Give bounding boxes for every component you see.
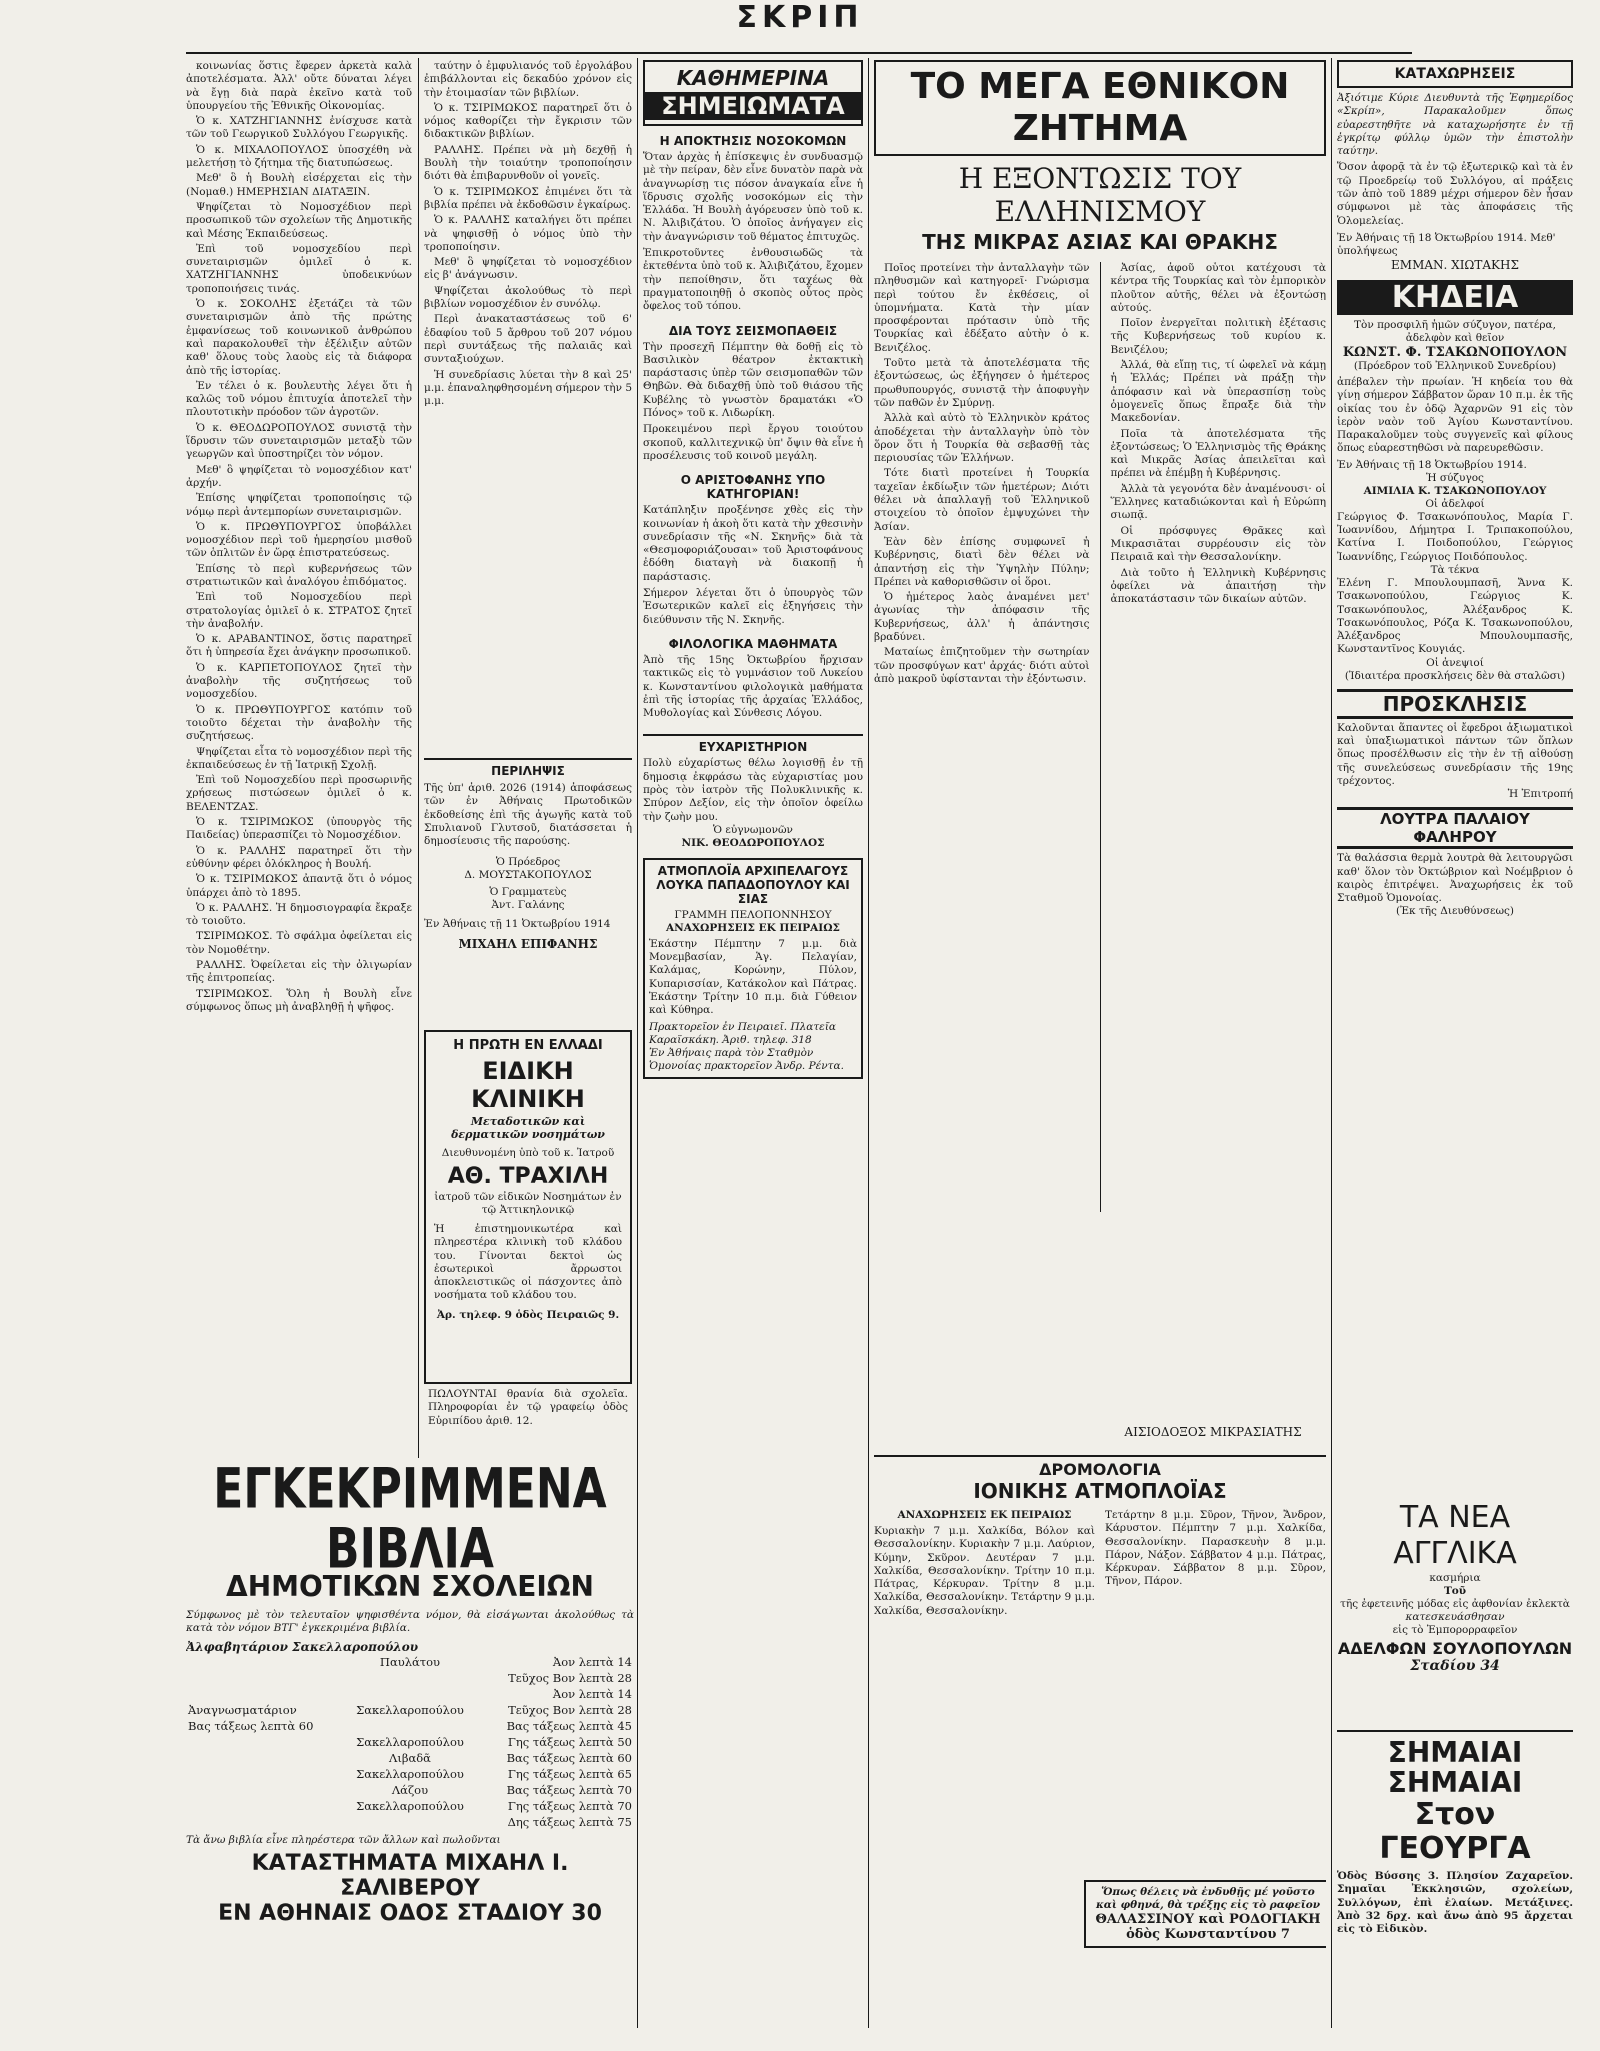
article-philology: Ἀπὸ τῆς 15ης Ὀκτωβρίου ἤρχισαν τακτικῶς εἰς τὸ γυμνάσιον τοῦ Λυκείου κ. Κωνσταντίνου φιλολογικὰ μαθήματα ἐπὶ τῆς ἱστορίας τῆς ἀρχαίας Ἑλλάδος, Μυθολογίας καὶ Σύνθεσις Λόγου. <box>643 653 863 720</box>
paragraph: Ἀλλὰ καὶ αὐτὸ τὸ Ἑλληνικὸν κράτος ἀποδέχεται τὴν ἀνταλλαγὴν ὑπὸ τὸν ὅρον ὅτι ἡ Τουρκία θὰ σεβασθῇ τὰς περιουσίας τῶν Ἑλλήνων. <box>874 412 1090 465</box>
ship-title-1: ΑΤΜΟΠΛΟΪΑ ΑΡΧΙΠΕΛΑΓΟΥΣ <box>657 863 849 878</box>
books-subtitle: ΔΗΜΟΤΙΚΩΝ ΣΧΟΛΕΙΩΝ <box>226 1570 594 1603</box>
funeral-wife: ΑΙΜΙΛΙΑ Κ. ΤΣΑΚΩΝΟΠΟΥΛΟΥ <box>1363 484 1547 497</box>
paragraph: Ἀλλά, θὰ εἴπῃ τις, τί ὠφελεῖ νὰ κάμῃ ἡ Ἑλλάς; Πρέπει νὰ πράξῃ τὴν ἀπόφασιν καὶ νὰ ὑπερασπίσῃ τοὺς ὁμογενεῖς ὅπως ἔπραξε διὰ τὴν Μακεδονίαν. <box>1110 359 1326 425</box>
books-cell-book <box>186 1814 342 1830</box>
funeral-name: ΚΩΝΣΤ. Φ. ΤΣΑΚΩΝΟΠΟΥΛΟΝ <box>1342 344 1568 360</box>
masthead: ΣΚΡΙΠ <box>736 0 864 35</box>
funeral-date: Ἐν Ἀθήναις τῇ 18 Ὀκτωβρίου 1914. <box>1337 458 1527 471</box>
notice-letter-name: ΕΜΜΑΝ. ΧΙΩΤΑΚΗΣ <box>1391 257 1519 272</box>
paragraph: Ψηφίζεται ἀκολούθως τὸ περὶ βιβλίων νομοσχέδιον ἐν συνόλῳ. <box>424 284 632 311</box>
baths-text: Τὰ θαλάσσια θερμὰ λουτρὰ θὰ λειτουργῶσι καθ' ὅλον τὸν Ὀκτώβριον καὶ Νοέμβριον ὁ καιρὸς ἐπιτρέψει. Ἀναχωρήσεις ἐκ τοῦ Σταθμοῦ Ὁμονοίας. <box>1337 852 1573 905</box>
paragraph: Μεθ' ὃ ψηφίζεται τὸ νομοσχέδιον εἰς β' ἀνάγνωσιν. <box>424 256 632 282</box>
approved-books-ad <box>186 1460 634 2030</box>
paragraph: Ποῖον ἐνεργεῖται πολιτικὴ ἐξέτασις τῆς Κυβερνήσεως τοῦ κυρίου κ. Βενιζέλου; <box>1110 317 1326 356</box>
books-cell-book <box>186 1734 342 1750</box>
books-cell-author: Σακελλαροπούλου <box>356 1702 464 1717</box>
flags-text: Ὁδὸς Βύσσης 3. Πλησίον Ζαχαρεῖον. Σημαῖαι Ἐκκλησιῶν, σχολείων, Συλλόγων, ἐπὶ ἐλαίων. Μετάξινες. Ἀπὸ 32 δρχ. καὶ ἄνω ἀπὸ 95 ἄρχεται εἰς τὸ Εἰδικὸν. <box>1337 1870 1573 1936</box>
books-cell-price: Γης τάξεως λεπτὰ 50 <box>507 1734 632 1749</box>
books-row <box>186 1814 634 1830</box>
ship-schedule: Ἑκάστην Πέμπτην 7 μ.μ. διὰ Μονεμβασίαν, Ἁγ. Πελαγίαν, Καλάμας, Κορώνην, Πύλον, Κυπαρισσίαν, Κατάκολον καὶ Πάτρας. Ἑκάστην Τρίτην 10 π.μ. διὰ Γύθειον καὶ Κύθηρα. <box>649 937 857 1017</box>
feature-rule <box>1100 262 1101 1212</box>
news-sub-1: κασμήρια <box>1429 1572 1481 1584</box>
news-address: Σταδίου 34 <box>1410 1658 1500 1674</box>
president-label: Ὁ Πρόεδρος <box>495 856 561 869</box>
books-cell-author: Παυλάτου <box>379 1654 441 1669</box>
funeral-siblings-label: Οἱ ἀδελφοί <box>1425 497 1485 510</box>
clinic-subtitle: Μεταδοτικῶν καὶ δερματικῶν νοσημάτων <box>451 1115 605 1141</box>
books-cell-price: Γης τάξεως λεπτὰ 70 <box>507 1798 632 1813</box>
column-rule <box>637 58 638 2028</box>
funeral-intro: Τὸν προσφιλῆ ἡμῶν σύζυγον, πατέρα, ἀδελφὸν καὶ θεῖον <box>1354 318 1556 344</box>
paragraph: Ἀλλὰ τὰ γεγονότα δὲν ἀναμένουσι· οἱ Ἕλληνες καταδιώκονται καὶ ἡ Εὐρώπη σιωπᾷ. <box>1110 482 1326 522</box>
section-rule <box>1337 1730 1573 1732</box>
notice-letter: Ἀξιότιμε Κύριε Διευθυντὰ τῆς Ἐφημερίδος «Σκρίπ», Παρακαλοῦμεν ὅπως εὐαρεστηθῆτε νὰ καταχωρήσητε ἐν τῇ ἐγκρίτῳ φύλλῳ ὑμῶν τὴν ἐπιστολὴν ταύτην. <box>1337 92 1573 158</box>
books-cell-author: Σακελλαροπούλου <box>356 1734 464 1749</box>
daily-notes-title-a: ΚΑΘΗΜΕΡΙΝΑ <box>676 66 830 90</box>
daily-notes-masthead <box>643 60 863 126</box>
paragraph: Ὁ κ. ΤΣΙΡΙΜΩΚΟΣ ἐπιμένει ὅτι τὰ βιβλία πρέπει νὰ ἐκδοθῶσιν ἐγκαίρως. <box>424 185 632 211</box>
books-cell-book <box>186 1670 342 1686</box>
ionian-shipping-ad <box>874 1460 1326 2025</box>
clinic-director-pre: Διευθυνομένη ὑπὸ τοῦ κ. Ἰατροῦ <box>441 1147 615 1159</box>
books-store-address: ΕΝ ΑΘΗΝΑΙΣ ΟΔΟΣ ΣΤΑΔΙΟΥ 30 <box>218 1900 602 1926</box>
thanks-sig-label: Ὁ εὐγνωμονῶν <box>713 823 793 836</box>
ionian-departures: ΑΝΑΧΩΡΗΣΕΙΣ ΕΚ ΠΕΙΡΑΙΩΣ <box>897 1509 1072 1521</box>
secretary-name: Ἀντ. Γαλάνης <box>491 899 565 912</box>
books-cell-book <box>186 1750 342 1766</box>
paragraph: Ὁ κ. ΡΑΛΛΗΣ. Ἡ δημοσιογραφία ἔκραξε τὸ τοιοῦτο. <box>186 901 412 928</box>
flags-title-3: Στον ΓΕΟΥΡΓΑ <box>1379 1797 1531 1866</box>
paragraph: Ἐν τέλει ὁ κ. βουλευτὴς λέγει ὅτι ἡ καλῶς τοῦ νόμου ἐπιτυχία ἀποτελεῖ τὴν πλουτοτικὴν πρόοδον τῶν ἀγροτῶν. <box>186 379 412 419</box>
books-cell-price: Γης τάξεως λεπτὰ 65 <box>507 1766 632 1781</box>
paragraph: Ὁ κ. ΤΣΙΡΙΜΩΚΟΣ παρατηρεῖ ὅτι ὁ νόμος καθορίζει τὴν ἔγκρισιν τῶν διδακτικῶν βιβλίων. <box>424 101 632 141</box>
flags-title-1: ΣΗΜΑΙΑΙ <box>1387 1738 1523 1769</box>
funeral-children: Ἐλένη Γ. Μπουλουμπασῆ, Ἄννα Κ. Τσακωνοπούλου, Γεώργιος Κ. Τσακωνόπουλος, Ἀλέξανδρος Κ. Τσακωνόπουλος, Ρόζα Κ. Τσακωνοπούλου, Ἀλέξανδρος Μπουλουμπασῆς, Κωνσταντῖνος Κουγιάς. <box>1337 576 1573 656</box>
heading-philology: ΦΙΛΟΛΟΓΙΚΑ ΜΑΘΗΜΑΤΑ <box>668 636 838 651</box>
baths-title: ΛΟΥΤΡΑ ΠΑΛΑΙΟΥ ΦΑΛΗΡΟΥ <box>1337 807 1573 849</box>
books-cell-book <box>186 1782 342 1798</box>
news-title: ΤΑ ΝΕΑ ΑΓΓΛΙΚΑ <box>1393 1500 1517 1571</box>
books-store: ΚΑΤΑΣΤΗΜΑΤΑ ΜΙΧΑΗΛ Ι. ΣΑΛΙΒΕΡΟΥ <box>251 1850 569 1901</box>
paragraph: Ὁ κ. ΤΣΙΡΙΜΩΚΟΣ (ὑπουργὸς τῆς Παιδείας) ὑπερασπίζει τὸ Νομοσχέδιον. <box>186 816 412 842</box>
headline-3: ΤΗΣ ΜΙΚΡΑΣ ΑΣΙΑΣ ΚΑΙ ΘΡΑΚΗΣ <box>922 230 1278 254</box>
clinic-title: ΕΙΔΙΚΗ ΚΛΙΝΙΚΗ <box>471 1057 585 1113</box>
books-cell-author <box>342 1718 477 1734</box>
funeral-wife-label: Ἡ σύζυγος <box>1426 471 1484 484</box>
ionian-schedule <box>874 1509 1326 1618</box>
books-cell-book <box>186 1654 342 1670</box>
books-intro: Σύμφωνος μὲ τὸν τελευταῖον ψηφισθέντα νόμον, θὰ εἰσάγωνται ἀκολούθως τὰ κατὰ τὸν νόμον ΒΤΓ' ἐγκεκριμένα βιβλία. <box>186 1609 634 1635</box>
books-cell-author: Σακελλαροπούλου <box>356 1766 464 1781</box>
paragraph: Ὁ κ. ΡΑΛΛΗΣ καταλήγει ὅτι πρέπει νὰ ψηφισθῇ ὁ νόμος ὑπὸ τὴν τροποποίησιν. <box>424 214 632 253</box>
books-cell-price: Ἀον λεπτὰ 14 <box>552 1654 632 1669</box>
books-row <box>186 1686 634 1702</box>
heading-nurses: Η ΑΠΟΚΤΗΣΙΣ ΝΟΣΟΚΟΜΩΝ <box>659 134 847 148</box>
funeral-role: (Πρόεδρον τοῦ Ἐλληνικοῦ Συνεδρίου) <box>1353 359 1557 372</box>
books-first: Ἀλφαβητάριον Σακελλαροπούλου <box>186 1639 419 1654</box>
president-name: Δ. ΜΟΥΣΤΑΚΟΠΟΥΛΟΣ <box>464 869 592 882</box>
section-rule <box>874 1455 1326 1457</box>
funeral-note: (Ἰδιαιτέρα προσκλήσεις δὲν θὰ σταλῶσι) <box>1344 669 1566 682</box>
ship-line: ΓΡΑΜΜΗ ΠΕΛΟΠΟΝΝΗΣΟΥ <box>674 908 832 921</box>
flags-ad <box>1337 1738 1573 2028</box>
notice-signature: ΜΙΧΑΗΛ ΕΠΙΦΑΝΗΣ <box>458 937 598 952</box>
books-row <box>186 1766 634 1782</box>
books-cell-author <box>342 1814 477 1830</box>
secretary-label: Ὁ Γραμματεὺς <box>489 886 567 899</box>
flags-title-2: ΣΗΜΑΙΑΙ <box>1387 1766 1523 1799</box>
paragraph: Μεθ' ὃ ἡ Βουλὴ εἰσέρχεται εἰς τὴν (Νομαθ.) ΗΜΕΡΗΣΙΑΝ ΔΙΑΤΑΞΙΝ. <box>186 172 412 198</box>
headline-2: Η ΕΞΟΝΤΩΣΙΣ ΤΟΥ ΕΛΛΗΝΙΣΜΟΥ <box>958 162 1242 228</box>
paragraph: Ματαίως ἐπιζητοῦμεν τὴν σωτηρίαν τῶν προσφύγων κατ' ἀρχάς· διότι αὐτοὶ ἀπὸ μακροῦ ὑφίστανται τὴν ἐξόντωσιν. <box>874 646 1090 685</box>
notice-text: Τῆς ὑπ' ἀριθ. 2026 (1914) ἀποφάσεως τῶν ἐν Ἀθήναις Πρωτοδικῶν ἐκδοθείσης ἐπὶ τῆς ἀγωγῆς κατὰ τοῦ Σπυλιανοῦ Γλυτσοῦ, διατάσσεται ἡ δημοσίευσις τῆς παρούσης. <box>424 782 632 848</box>
paragraph: Τοῦτο μετὰ τὰ ἀποτελέσματα τῆς ἐξοντώσεως, ὡς ἐξήγησεν ὁ ἡμέτερος πρωθυπουργός, συνιστᾷ τὴν ἀποφυγὴν τῶν παθῶν ἐν Σμύρνῃ. <box>874 357 1090 409</box>
feature-col-left <box>874 262 1090 1212</box>
tailor-ad <box>1084 1880 1326 1948</box>
notice-date: Ἐν Ἀθήναις τῇ 11 Ὀκτωβρίου 1914 <box>424 918 611 931</box>
books-cell-author: Σακελλαροπούλου <box>356 1798 464 1813</box>
heading-earthquake: ΔΙΑ ΤΟΥΣ ΣΕΙΣΜΟΠΑΘΕΙΣ <box>668 323 838 338</box>
funeral-children-label: Τὰ τέκνα <box>1430 563 1480 576</box>
paragraph: Ἡ συνεδρίασις λύεται τὴν 8 καὶ 25' μ.μ. ἐπαναληφθησομένη σήμερον τὴν 5 μ.μ. <box>424 368 632 408</box>
paragraph: Ἐπίσης ψηφίζεται τροποποίησις τῷ νόμῳ περὶ ἀντεμπορίων συνεταιρισμῶν. <box>186 492 412 518</box>
paragraph: Ὁ ἡμέτερος λαὸς ἀναμένει μετ' ἀγωνίας τὴν ἀπόφασιν τῆς Κυβερνήσεως, ἀλλ' ἡ ἀπάντησις βραδύνει. <box>874 591 1090 644</box>
books-cell-price: Τεῦχος Βον λεπτὰ 28 <box>508 1702 632 1717</box>
ship-title-2: ΛΟΥΚΑ ΠΑΠΑΔΟΠΟΥΛΟΥ ΚΑΙ ΣΙΑΣ <box>656 877 850 906</box>
heading-thanks: ΕΥΧΑΡΙΣΤΗΡΙΟΝ <box>643 734 863 754</box>
ionian-left <box>874 1509 1095 1618</box>
ship-office: Πρακτορεῖον ἐν Πειραιεῖ. Πλατεῖα Καραϊσκάκη. Ἀριθ. τηλεφ. 318 <box>649 1020 837 1046</box>
ionian-title-1: ΔΡΟΜΟΛΟΓΙΑ <box>1039 1460 1161 1479</box>
paragraph: Ὁ κ. ΣΟΚΟΛΗΣ ἐξετάζει τὰ τῶν συνεταιρισμῶν ἀπὸ τῆς πρώτης ἐμφανίσεως τοῦ κοινωνικοῦ ἀνθρώπου καὶ παρακολουθεῖ τὴν ἐξέλιξιν αὐτῶν καθ' ὅλους τοὺς λαοὺς εἰς τὰ διάφορα ἀπὸ τῆς ἱστορίας. <box>186 298 412 377</box>
clinic-hours: Ἀρ. τηλεφ. 9 ὁδὸς Πειραιῶς 9. <box>436 1308 620 1321</box>
books-row <box>186 1670 634 1686</box>
books-cell-book <box>186 1798 342 1814</box>
books-cell-price: Βας τάξεως λεπτὰ 70 <box>506 1782 632 1797</box>
paragraph: Ὁ κ. ΠΡΩΘΥΠΟΥΡΓΟΣ κατόπιν τοῦ τοιοῦτο δέχεται τὴν ἀναβολὴν τῆς συζητήσεως. <box>186 703 412 743</box>
news-sub-3: τῆς ἐφετεινῆς μόδας εἰς ἀφθονίαν ἐκλεκτὰ <box>1340 1598 1570 1610</box>
tailor-ad-name: ΘΑΛΑΣΣΙΝΟΥ καὶ ΡΟΔΟΓΙΑΚΗ ὁδὸς Κωνσταντίνου 7 <box>1095 1912 1321 1942</box>
clinic-doctor: ΑΘ. ΤΡΑΧΙΛΗ <box>447 1164 609 1189</box>
clinic-pre: Η ΠΡΩΤΗ ΕΝ ΕΛΛΑΔΙ <box>453 1038 603 1053</box>
daily-notes-title-b: ΣΗΜΕΙΩΜΑΤΑ <box>645 92 861 120</box>
heading-aristophanes: Ο ΑΡΙΣΤΟΦΑΝΗΣ ΥΠΟ ΚΑΤΗΓΟΡΙΑΝ! <box>680 473 826 502</box>
paragraph: Διὰ τοῦτο ἡ Ἑλληνικὴ Κυβέρνησις ὀφείλει νὰ ἀπαιτήσῃ τὴν ἀποκατάστασιν τῶν δικαίων αὐτῶν. <box>1110 566 1326 606</box>
funeral-siblings: Γεώργιος Φ. Τσακωνόπουλος, Μαρία Γ. Ἰωαννίδου, Δήμητρα Ι. Τριπακοπούλου, Κατίνα Ι. Ποιδοπούλου, Γεώργιος Ἰωαννίδης, Γεώργιος Ποιδόπουλος. <box>1337 510 1573 563</box>
books-row <box>186 1702 634 1718</box>
books-row <box>186 1798 634 1814</box>
paragraph: Ὁ κ. ΘΕΟΔΩΡΟΠΟΥΛΟΣ συνιστᾷ τὴν ἵδρυσιν τῶν συνεταιρισμῶν μεταξὺ τῶν γεωργῶν καὶ ὑποστηρίζει τὸν νόμον. <box>186 421 412 461</box>
headline-1: ΤΟ ΜΕΓΑ ΕΘΝΙΚΟΝ ΖΗΤΗΜΑ <box>910 66 1290 149</box>
paragraph: Περὶ ἀνακαταστάσεως τοῦ 6' ἐδαφίου τοῦ 5 ἄρθρου τοῦ 207 νόμου περὶ συντάξεως τῆς παλαιᾶς καὶ συνταξιούχων. <box>424 313 632 366</box>
books-cell-price: Τεῦχος Βον λεπτὰ 28 <box>508 1670 632 1685</box>
paragraph: ΡΑΛΛΗΣ. Ὀφείλεται εἰς τὴν ὀλιγωρίαν τῆς ἐπιτροπείας. <box>186 959 412 985</box>
clinic-text: Ἡ ἐπιστημονικωτέρα καὶ πληρεστέρα κλινικὴ τοῦ κλάδου του. Γίνονται δεκτοὶ ὡς ἐσωτερικοὶ ἄρρωστοι ἀποκλειστικῶς οἱ πάσχοντες ἀπὸ νοσήματα τοῦ κλάδου του. <box>434 1223 622 1302</box>
books-cell-price: Βας τάξεως λεπτὰ 45 <box>506 1718 632 1733</box>
news-sub-5: εἰς τὸ Ἐμπορορραφεῖον <box>1392 1624 1518 1636</box>
feature-body <box>874 262 1326 1212</box>
parliament-column-2 <box>424 60 632 760</box>
books-cell-author: Λάζου <box>391 1782 429 1797</box>
feature-headline <box>874 60 1326 156</box>
news-sub-4: κατεσκευάσθησαν <box>1405 1611 1505 1623</box>
books-cell-book: Ἀναγνωσματάριον <box>188 1702 297 1717</box>
daily-notes-column <box>643 60 863 2020</box>
feature-col-right <box>1111 262 1327 1212</box>
article-earthquake: Τὴν προσεχῆ Πέμπτην θὰ δοθῇ εἰς τὸ Βασιλικὸν θέατρον ἐκτακτικὴ παράστασις ὑπὲρ τῶν σεισμοπαθῶν τῶν Θηβῶν. Θὰ διδαχθῇ ὑπὸ τοῦ θιάσου τῆς Κυβέλης τὸ γνωστὸν δραματάκι «Ὁ Πόνος» τοῦ κ. Λιδωρίκη. <box>643 340 863 420</box>
funeral-nephews: Οἱ ἀνεψιοί <box>1426 656 1484 669</box>
paragraph: Ὁ κ. ΠΡΩΘΥΠΟΥΡΓΟΣ ὑποβάλλει νομοσχέδιον περὶ τοῦ ἡμερησίου μισθοῦ τῶν ὁπλιτῶν ἐν ὥρᾳ ἐπιστρατεύσεως. <box>186 520 412 560</box>
archipelago-shipping-ad <box>643 858 863 1079</box>
paragraph: Ἐὰν δὲν ἐπίσης συμφωνεῖ ἡ Κυβέρνησις, διατὶ δὲν θέλει νὰ ἀπαντήσῃ εἰς τὴν Ὑψηλὴν Πύλην; Πρέπει νὰ καθορισθῶσιν οἱ ὅροι. <box>874 535 1090 588</box>
books-row <box>186 1654 634 1670</box>
paragraph: Ψηφίζεται τὸ Νομοσχέδιον περὶ προσωπικοῦ τῶν σχολείων τῆς Δημοτικῆς καὶ Μέσης Ἐκπαιδεύσεως. <box>186 200 412 240</box>
paragraph: Ἐπίσης τὸ περὶ κυβερνήσεως τῶν στρατιωτικῶν καὶ ἀναλόγου ἐπιδόματος. <box>186 562 412 588</box>
english-fabrics-ad <box>1337 1500 1573 1725</box>
invite-title: ΠΡΟΣΚΛΗΣΙΣ <box>1337 689 1573 719</box>
books-table <box>186 1654 634 1830</box>
funeral-text: ἀπέβαλεν τὴν πρωίαν. Ἡ κηδεία του θὰ γίνῃ σήμερον Σάββατον ὥραν 10 π.μ. ἐκ τῆς οἰκίας του ἐν ὁδῷ Ἀχαρνῶν 91 εἰς τὸν ἱερὸν ναὸν τοῦ Ἁγίου Κωνσταντίνου. Παρακαλοῦμεν τοὺς συγγενεῖς καὶ φίλους ὅπως εὐαρεστηθῶσι νὰ παρευρεθῶσιν. <box>1337 375 1573 455</box>
ionian-title-2: ΙΟΝΙΚΗΣ ΑΤΜΟΠΛΟΪΑΣ <box>973 1479 1227 1503</box>
invite-signature: Ἡ Ἐπιτροπή <box>1507 788 1573 801</box>
paragraph: Ὁ κ. ΑΡΑΒΑΝΤΙΝΟΣ, ὅστις παρατηρεῖ ὅτι ἡ ὑπηρεσία ἔχει ἀνάγκην προσωπικοῦ. <box>186 633 412 659</box>
notice-letter-date: Ἐν Ἀθήναις τῇ 18 Ὀκτωβρίου 1914. Μεθ' ὑπολήψεως <box>1337 231 1556 257</box>
paragraph: Τότε διατὶ προτείνει ἡ Τουρκία ταχεῖαν ἐκδίωξιν τῶν ἡμετέρων; Διότι θέλει νὰ ἀπαλλαγῇ τοῦ Ἑλληνικοῦ στοιχείου τὸ ὁποῖον ἐμψυχώνει τὴν Ἀσίαν. <box>874 467 1090 533</box>
article-nurses-2: Ἐπικροτοῦντες ἐνθουσιωδῶς τὰ ἐκτεθέντα ὑπὸ τοῦ κ. Ἀλιβιζάτου, ἔχομεν τὴν πεποίθησιν, ὅτι ταχέως θὰ πραγματοποιηθῇ ὁ σκοπὸς οὗτος πρὸς ὄφελος τοῦ τόπου. <box>643 247 863 313</box>
notices-title: ΚΑΤΑΧΩΡΗΣΕΙΣ <box>1337 60 1573 88</box>
books-cell-author: Λιβαδᾶ <box>389 1750 431 1765</box>
books-row <box>186 1734 634 1750</box>
books-cell-book <box>186 1686 342 1702</box>
paragraph: Ἐπὶ τοῦ Νομοσχεδίου περὶ στρατολογίας ὁμιλεῖ ὁ κ. ΣΤΡΑΤΟΣ ζητεῖ τὴν ἀναβολήν. <box>186 591 412 630</box>
books-cell-book <box>186 1766 342 1782</box>
books-cell-author <box>342 1670 477 1686</box>
thanks-sig-name: ΝΙΚ. ΘΕΟΔΩΡΟΠΟΥΛΟΣ <box>681 836 825 849</box>
funeral-title: ΚΗΔΕΙΑ <box>1337 280 1573 315</box>
paragraph: Ὁ κ. ΚΑΡΠΕΤΟΠΟΥΛΟΣ ζητεῖ τὴν ἀναβολὴν τῆς συζητήσεως τοῦ νομοσχεδίου. <box>186 661 412 701</box>
ship-departures: ΑΝΑΧΩΡΗΣΕΙΣ ΕΚ ΠΕΙΡΑΙΩΣ <box>666 921 840 934</box>
ionian-left-text: Κυριακὴν 7 μ.μ. Χαλκίδα, Βόλον καὶ Θεσσαλονίκην. Κυριακὴν 7 μ.μ. Λαύριον, Κύμην, Σκῦρον. Δευτέραν 7 μ.μ. Χαλκίδα, Θεσσαλονίκην. Τρίτην 10 π.μ. Πάτρας, Κέρκυραν. Τρίτην 8 μ.μ. Χαλκίδα, Θεσσαλονίκην. Τετάρτην 9 μ.μ. Χαλκίδα, Θεσσαλονίκην. <box>874 1525 1095 1617</box>
paragraph: Ὁ κ. ΡΑΛΛΗΣ παρατηρεῖ ὅτι τὴν εὐθύνην φέρει ὁλόκληρος ἡ Βουλή. <box>186 844 412 870</box>
books-cell-price: Ἀον λεπτὰ 14 <box>552 1686 632 1701</box>
books-cell-book: Βας τάξεως λεπτὰ 60 <box>188 1718 314 1733</box>
paragraph: Ὁ κ. ΤΣΙΡΙΜΩΚΟΣ ἀπαντᾷ ὅτι ὁ νόμος ὑπάρχει ἀπὸ τὸ 1895. <box>186 873 412 899</box>
school-desks-ad <box>428 1388 628 1448</box>
baths-signature: (Ἐκ τῆς Διευθύνσεως) <box>1395 905 1515 918</box>
paragraph: Ποῖος προτείνει τὴν ἀνταλλαγὴν τῶν πληθυσμῶν καὶ κατηγορεῖ· Γνώρισμα περὶ τούτου ἔν ἐκθέσεις, οἱ ὑπομνήματα. Κατὰ τὴν μίαν προσφέρονται πρότασιν ὑπὸ τῆς Τουρκίας καὶ ἐδέξατο αὐτὴν ὁ κ. Βενιζέλος. <box>874 262 1090 354</box>
parliament-column-1 <box>186 60 412 1450</box>
ship-office-2: Ἐν Ἀθήναις παρὰ τὸν Σταθμὸν Ὁμονοίας πρακτορεῖον Ἀνδρ. Ρέντα. <box>649 1046 844 1072</box>
books-footer-note: Τὰ ἄνω βιβλία εἶνε πληρέστερα τῶν ἄλλων καὶ πωλοῦνται <box>186 1833 501 1846</box>
ionian-right-text: Τετάρτην 8 μ.μ. Σῦρον, Τῆνον, Ἄνδρον, Κάρυστον. Πέμπτην 7 μ.μ. Χαλκίδα, Θεσσαλονίκην. Παρασκευὴν 8 μ.μ. Πάρον, Νάξον. Σάββατον 4 μ.μ. Πάτρας, Κέρκυραν. Σάββατον 8 μ.μ. Σῦρον, Τῆνον, Πάρον. <box>1105 1509 1326 1588</box>
paragraph: κοινωνίας ὅστις ἔφερεν ἀρκετὰ καλὰ ἀποτελέσματα. Ἀλλ' οὔτε δύναται λέγει νὰ ἔγῃ διὰ παρὰ ἐκεῖνο κατὰ τοῦ ὑπουργείου τῆς Ἐθνικῆς Οἰκονομίας. <box>186 60 412 112</box>
paragraph: Ἐπὶ τοῦ Νομοσχεδίου περὶ προσωρινῆς χρήσεως πιστώσεων ὁμιλεῖ ὁ κ. ΒΕΛΕΝΤΖΑΣ. <box>186 774 412 813</box>
news-brand: ΑΔΕΛΦΩΝ ΣΟΥΛΟΠΟΥΛΩΝ <box>1337 1639 1573 1658</box>
books-row <box>186 1718 634 1734</box>
books-title: ΕΓΚΕΚΡΙΜΜΕΝΑ ΒΙΒΛΙΑ <box>213 1460 607 1582</box>
paragraph: Ψηφίζεται εἶτα τὸ νομοσχέδιον περὶ τῆς ἐκπαιδεύσεως ἐν τῇ Ἰατρικῇ Σχολῇ. <box>186 745 412 771</box>
books-cell-price: Βας τάξεως λεπτὰ 60 <box>506 1750 632 1765</box>
paragraph: Ὁ κ. ΧΑΤΖΗΓΙΑΝΝΗΣ ἐνίσχυσε κατὰ τῶν τοῦ Γεωργικοῦ Συλλόγου Γεωργικῆς. <box>186 115 412 141</box>
column-rule <box>868 58 869 2028</box>
paragraph: ΤΣΙΡΙΜΩΚΟΣ. Τὸ σφάλμα ὀφείλεται εἰς τὸν Νομοθέτην. <box>186 930 412 956</box>
paragraph: ΡΑΛΛΗΣ. Πρέπει νὰ μὴ δεχθῇ ἡ Βουλὴ τὴν τοιαύτην τροποποίησιν διότι θὰ ἐπιβαρυνθοῦν οἱ γονεῖς. <box>424 143 632 183</box>
clinic-ad <box>424 1030 632 1384</box>
article-aristophanes-2: Σήμερον λέγεται ὅτι ὁ ὑπουργὸς τῶν Ἐσωτερικῶν καλεῖ εἰς ἐξηγήσεις τὴν διεύθυνσιν τῆς Ν. Σκηνῆς. <box>643 587 863 626</box>
notice-title: ΠΕΡΙΛΗΨΙΣ <box>491 764 565 778</box>
thanks-text: Πολὺ εὐχαρίστως θέλω λογισθῇ ἐν τῇ δημοσιᾳ ἐκφράσω τὰς εὐχαριστίας μου πρὸς τὸν ἰατρὸν τῆς Πολυκλινικῆς κ. Σπύρον Δεξίον, εἰς τὴν ὁποῖον ὀφείλω τὴν ζωὴν μου. <box>643 757 863 823</box>
column-rule <box>418 58 419 1458</box>
paragraph: ΤΣΙΡΙΜΩΚΟΣ. Ὅλη ἡ Βουλὴ εἶνε σύμφωνος ὅπως μὴ ἀναβληθῇ ἡ ψῆφος. <box>186 987 412 1013</box>
books-row <box>186 1750 634 1766</box>
paragraph: Ὁ κ. ΜΙΧΑΛΟΠΟΥΛΟΣ ὑποσχέθη νὰ μελετήσῃ τὸ ζήτημα τῆς διατυπώσεως. <box>186 143 412 170</box>
paragraph: Ποῖα τὰ ἀποτελέσματα τῆς ἐξοντώσεως; Ὁ Ἑλληνισμὸς τῆς Θράκης καὶ Μικρᾶς Ἀσίας ἀπειλεῖται καὶ πρέπει νὰ ἐπέμβῃ ἡ Κυβέρνησις. <box>1110 427 1326 480</box>
court-notice <box>424 764 632 1024</box>
paragraph: Οἱ πρόσφυγες Θρᾶκες καὶ Μικρασιᾶται συρρέουσιν εἰς τὸν Πειραιᾶ καὶ τὴν Θεσσαλονίκην. <box>1110 524 1326 564</box>
books-cell-author <box>342 1686 477 1702</box>
masthead-rule <box>186 52 1412 54</box>
tailor-ad-text: Ὅπως θέλεις νὰ ἐνδυθῇς μέ γοῦστο καὶ φθηνά, θὰ τρέξῃς εἰς τὸ ραφεῖον <box>1095 1886 1321 1911</box>
paragraph: ταύτην ὁ ἐμφυλιανός τοῦ ἐργολάβου ἐπιβάλλονται εἰς δεκαδύο χρόνον εἰς τὴν ἑτοιμασίαν τῶν βιβλίων. <box>424 60 632 99</box>
paragraph: Μεθ' ὃ ψηφίζεται τὸ νομοσχέδιον κατ' ἀρχήν. <box>186 463 412 489</box>
article-aristophanes: Κατάπληξιν προξένησε χθὲς εἰς τὴν κοινωνίαν ἡ ἀκοὴ ὅτι κατὰ τὴν χθεσινὴν συνεδρίασιν τῆς «Ν. Σκηνῆς» διὰ τὰ «Θεσμοφοριάζουσαι» τοῦ Ἀριστοφάνους ἐδόθη διαταγὴ νὰ διακοπῇ ἡ παράστασις. <box>643 504 863 583</box>
news-sub-2: Τοῦ <box>1443 1585 1467 1597</box>
paragraph: Ἀσίας, ἀφοῦ οὗτοι κατέχουσι τὰ κέντρα τῆς Τουρκίας καὶ τὸν ἐμπορικὸν πλοῦτον αὐτῆς, θέλει νὰ ἐξοντώσῃ αὐτούς. <box>1110 262 1326 314</box>
section-rule <box>424 758 632 760</box>
article-nurses: Ὅταν ἀρχὰς ἡ ἐπίσκεψις ἐν συνδυασμῷ μὲ τὴν πείραν, δὲν εἶνε δυνατὸν παρὰ νὰ ἀναγνωρίσῃ τις πόσον ἀναγκαία εἶνε ἡ ἵδρυσις σχολῆς νοσοκόμων εἰς τὴν Ἑλλάδα. Ἡ Βουλὴ ἀγόρευσεν ὑπὸ τοῦ κ. Ν. Ἀλιβιζάτου. Ὁ ὁποῖος ἀνήγαγεν εἰς τὴν ἀναγνώρισιν τοῦ θέματος ἐπιτυχῶς. <box>643 151 863 243</box>
article-earthquake-2: Προκειμένου περὶ ἔργου τοιούτου σκοποῦ, καλλιτεχνικῷ ὑπ' ὄψιν θὰ εἶνε ἡ προσέλευσις τοῦ κοινοῦ μεγάλη. <box>643 423 863 462</box>
invite-text: Καλοῦνται ἅπαντες οἱ ἔφεδροι ἀξιωματικοὶ καὶ ὑπαξιωματικοὶ πάντων τῶν ὅπλων ὅπως προσέλθωσιν εἰς τὴν ἐν τῇ αἰθούσῃ τῆς συνελεύσεως συνεδρίασιν τῆς 19ης τρέχοντος. <box>1337 721 1573 787</box>
feature-signature: ΑΙΣΙΟΔΟΞΟΣ ΜΙΚΡΑΣΙΑΤΗΣ <box>1124 1425 1302 1439</box>
school-desks-text: ΠΩΛΟΥΝΤΑΙ θρανία διὰ σχολεῖα. Πληροφορίαι ἐν τῷ γραφείῳ ὁδὸς Εὐριπίδου ἀριθ. 12. <box>428 1388 628 1427</box>
column-rule <box>1331 58 1332 2028</box>
books-row <box>186 1782 634 1798</box>
clinic-doctor-sub: ἰατροῦ τῶν εἰδικῶν Νοσημάτων ἐν τῷ Ἀττικηλονικῷ <box>434 1191 622 1216</box>
books-cell-price: Δης τάξεως λεπτὰ 75 <box>507 1814 632 1829</box>
notice-letter-2: Ὅσον ἀφορᾷ τὰ ἐν τῷ ἐξωτερικῷ καὶ τὰ ἐν τῷ Προεδρείῳ τοῦ Συλλόγου, αἱ πράξεις τῶν ἀπὸ τοῦ 1889 μέχρι σήμερον δὲν ἦσαν σύμφωνοι μὲ τὰς ἀποφάσεις τῆς Ὁλομελείας. <box>1337 161 1573 227</box>
paragraph: Ἐπὶ τοῦ νομοσχεδίου περὶ συνεταιρισμῶν ὁμιλεῖ ὁ κ. ΧΑΤΖΗΓΙΑΝΝΗΣ ὑποδεικνύων τροποποιήσεις τινάς. <box>186 242 412 295</box>
